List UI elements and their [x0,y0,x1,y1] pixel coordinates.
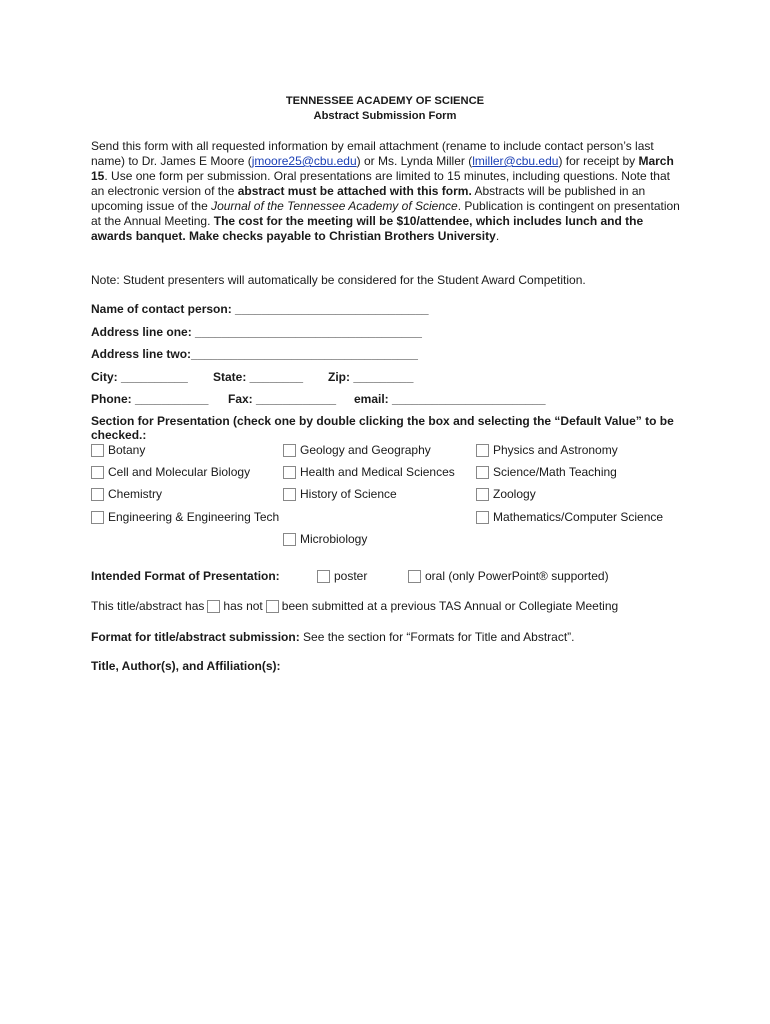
option-label: Physics and Astronomy [493,443,618,457]
deadline-text: March 15 [91,154,674,183]
format-oral-option[interactable] [408,569,609,583]
address-line-one-field[interactable]: Address line one: __________________________________ [91,325,422,339]
option-math-computer-science[interactable] [476,510,663,524]
intro-text: ) or Ms. Lynda Miller ( [356,154,473,168]
fax-field[interactable]: Fax: ____________ [228,392,337,406]
intro-text: Send this form with all requested information by email attachment (rename to include contact person’s last name) to Dr. James E Moore ( [91,139,654,168]
option-physics-astronomy[interactable] [476,443,618,457]
checkbox-icon[interactable] [283,466,296,479]
org-title: TENNESSEE ACADEMY OF SCIENCE [285,95,485,107]
checkbox-icon[interactable] [283,444,296,457]
option-label: Chemistry [108,487,163,501]
checkbox-icon[interactable] [91,488,104,501]
option-label: Mathematics/Computer Science [493,510,664,524]
checkbox-icon[interactable] [91,511,104,524]
email-link-miller[interactable]: lmiller@cbu.edu [472,154,559,168]
format-poster-option[interactable] [317,569,367,583]
option-label: Science/Math Teaching [493,465,617,479]
checkbox-icon[interactable] [476,488,489,501]
option-microbiology[interactable] [283,532,367,546]
option-cell-molecular-biology[interactable] [91,465,250,479]
option-health-medical[interactable] [283,465,455,479]
option-label: Engineering & Engineering Tech [108,510,280,524]
contact-name-field[interactable]: Name of contact person: _____________________________ [91,302,429,316]
option-label: poster [334,569,368,583]
option-label: Cell and Molecular Biology [108,465,251,479]
submitted-prefix: This title/abstract has [91,599,205,613]
option-label: Botany [108,443,146,457]
intro-text: . [495,229,500,243]
checkbox-icon[interactable] [91,466,104,479]
submission-format-text: See the section for “Formats for Title and Abstract”. [299,630,575,644]
option-botany[interactable] [91,443,145,457]
option-label: Zoology [493,487,536,501]
section-heading: Section for Presentation (check one by double clicking the box and selecting the “Default Value” to be checked.: [91,414,674,442]
option-engineering[interactable] [91,510,279,524]
previous-submission-line [91,599,618,613]
option-label: oral (only PowerPoint® supported) [425,569,609,583]
option-history-of-science[interactable] [283,487,397,501]
option-chemistry[interactable] [91,487,162,501]
submission-format-label: Format for title/abstract submission: [91,630,300,644]
checkbox-icon[interactable] [283,533,296,546]
option-geology-geography[interactable] [283,443,431,457]
option-science-math-teaching[interactable] [476,465,617,479]
email-field[interactable]: email: _______________________ [354,392,546,406]
city-field[interactable]: City: __________ [91,370,188,384]
checkbox-icon[interactable] [317,570,330,583]
option-label: Geology and Geography [300,443,431,457]
submitted-suffix: been submitted at a previous TAS Annual or Collegiate Meeting [281,599,619,613]
checkbox-has[interactable] [207,600,220,613]
zip-field[interactable]: Zip: _________ [328,370,414,384]
student-note: Note: Student presenters will automatically be considered for the Student Award Competition. [91,273,586,287]
option-label: History of Science [300,487,397,501]
form-title: Abstract Submission Form [313,110,457,122]
journal-name: Journal of the Tennessee Academy of Science [211,199,458,213]
phone-field[interactable]: Phone: ___________ [91,392,209,406]
checkbox-icon[interactable] [476,511,489,524]
title-authors-label: Title, Author(s), and Affiliation(s): [91,659,281,673]
address-line-two-field[interactable]: Address line two:__________________________________ [91,347,418,361]
checkbox-has-not[interactable] [266,600,279,613]
submitted-has-not: has not [223,599,263,613]
email-link-moore[interactable]: jmoore25@cbu.edu [251,154,357,168]
intro-paragraph [91,139,686,244]
option-label: Microbiology [300,532,368,546]
checkbox-icon[interactable] [476,444,489,457]
checkbox-icon[interactable] [408,570,421,583]
option-zoology[interactable] [476,487,536,501]
option-label: Health and Medical Sciences [300,465,455,479]
submission-format-line [91,630,574,644]
intro-text: ) for receipt by [558,154,639,168]
checkbox-icon[interactable] [91,444,104,457]
checkbox-icon[interactable] [283,488,296,501]
intro-text: Abstracts will be published in an upcoming issue of the [91,184,646,213]
cost-text: The cost for the meeting will be $10/attendee, which includes lunch and the awards banquet. Make checks payable to Christian Brothers University [91,214,644,243]
format-label: Intended Format of Presentation: [91,569,280,583]
abstract-requirement: abstract must be attached with this form. [237,184,472,198]
checkbox-icon[interactable] [476,466,489,479]
intro-text: . Publication is contingent on presentation at the Annual Meeting. [91,199,680,228]
state-field[interactable]: State: ________ [213,370,304,384]
intro-text: . Use one form per submission. Oral presentations are limited to 15 minutes, including questions. Note that an electronic version of the [91,169,670,198]
